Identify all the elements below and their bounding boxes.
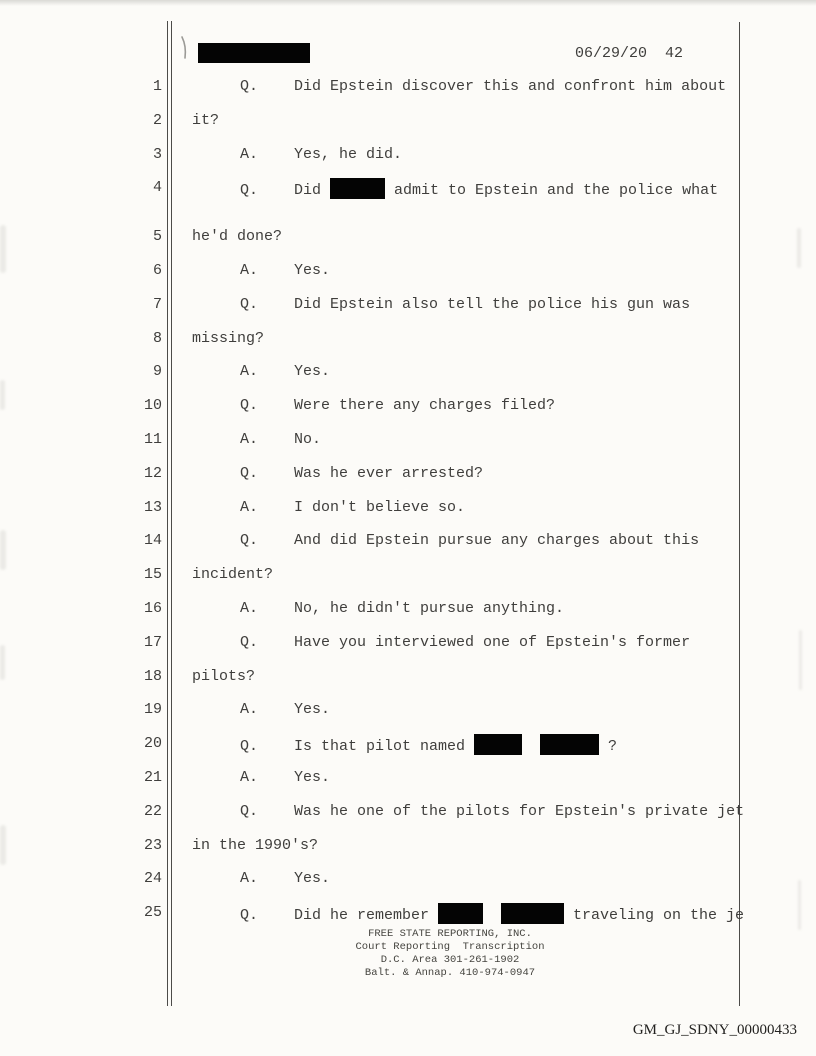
redaction-bar [330, 178, 385, 199]
transcript-line [0, 396, 816, 430]
text-segment: Yes. [294, 701, 331, 719]
line-number: 22 [143, 802, 162, 820]
speaker-label: A. [240, 768, 259, 786]
speaker-label: A. [240, 145, 259, 163]
bates-number: GM_GJ_SDNY_00000433 [632, 1022, 797, 1038]
text-segment: traveling on the je [573, 907, 745, 925]
line-number: 15 [143, 566, 162, 584]
line-number: 8 [152, 329, 162, 347]
line-text [192, 295, 690, 315]
redaction-bar [438, 903, 483, 924]
redaction-bar [474, 734, 522, 755]
speaker-label: Q. [240, 633, 259, 651]
speaker-label: A. [240, 870, 259, 888]
scan-edge-shadow [0, 0, 816, 6]
line-text [192, 565, 273, 585]
text-segment: I don't believe so. [294, 498, 466, 516]
transcript-page-number: 42 [665, 45, 684, 62]
line-number: 1 [152, 78, 162, 95]
line-text [192, 802, 744, 822]
text-segment: No. [294, 430, 322, 448]
transcript-line [0, 869, 816, 903]
text-segment: pilots? [192, 667, 256, 685]
text-segment: Was he one of the pilots for Epstein's private jet [294, 802, 745, 820]
line-number: 21 [143, 768, 162, 786]
text-segment: it? [192, 111, 220, 129]
speaker-label: Q. [240, 397, 259, 415]
line-number: 13 [143, 498, 162, 516]
line-text [192, 111, 219, 131]
line-number: 5 [152, 228, 162, 246]
text-segment: Yes. [294, 363, 331, 381]
line-number: 25 [143, 904, 162, 922]
speaker-label: A. [240, 498, 259, 516]
line-text [192, 633, 690, 653]
line-number: 20 [143, 735, 162, 753]
transcript-line [0, 498, 816, 532]
transcript-line [0, 362, 816, 396]
line-text [192, 362, 330, 382]
text-segment: Yes. [294, 870, 331, 888]
speaker-label: Q. [240, 738, 259, 756]
reporter-services: Court Reporting Transcription [355, 941, 545, 953]
transcript-line [0, 111, 816, 145]
line-number: 24 [143, 870, 162, 888]
text-segment: ? [608, 738, 618, 756]
transcript-line [0, 261, 816, 295]
text-segment: Have you interviewed one of Epstein's former [294, 633, 691, 651]
transcript-line [0, 802, 816, 836]
speaker-label: Q. [240, 802, 259, 820]
redaction-bar [501, 903, 564, 924]
line-text [192, 599, 564, 619]
text-segment: missing? [192, 329, 265, 347]
line-number: 17 [143, 633, 162, 651]
reporter-footer [200, 928, 700, 980]
text-segment: Yes. [294, 768, 331, 786]
line-text [192, 145, 402, 165]
transcript-line [0, 430, 816, 464]
line-text [192, 869, 330, 889]
text-segment: No, he didn't pursue anything. [294, 599, 565, 617]
line-number: 16 [143, 599, 162, 617]
redaction-bar [540, 734, 599, 755]
line-number: 6 [152, 261, 162, 279]
header-redaction-bar [198, 43, 310, 63]
text-segment: Was he ever arrested? [294, 464, 484, 482]
line-text [192, 329, 264, 349]
text-segment: And did Epstein pursue any charges about this [294, 532, 700, 550]
line-number: 19 [143, 701, 162, 719]
line-number: 23 [143, 836, 162, 854]
text-segment: Were there any charges filed? [294, 397, 556, 415]
speaker-label: Q. [240, 532, 259, 550]
speaker-label: A. [240, 701, 259, 719]
transcript-line [0, 178, 816, 212]
speaker-label: Q. [240, 907, 259, 925]
transcript-line [0, 77, 816, 111]
transcript-line [0, 768, 816, 802]
line-number: 9 [152, 363, 162, 381]
transcript-line [0, 329, 816, 363]
line-text [192, 768, 330, 788]
line-number: 14 [143, 532, 162, 550]
line-text [192, 498, 465, 518]
text-segment: he'd done? [192, 228, 283, 246]
transcript-line [0, 145, 816, 179]
reporter-phone-dc: D.C. Area 301-261-1902 [380, 954, 520, 966]
text-segment: Is that pilot named [294, 738, 466, 756]
transcript-line [0, 227, 816, 261]
line-text [192, 77, 726, 97]
reporter-company: FREE STATE REPORTING, INC. [368, 928, 532, 940]
text-segment: incident? [192, 566, 274, 584]
line-number: 11 [143, 430, 162, 448]
transcript-line [0, 836, 816, 870]
line-text [192, 396, 555, 416]
line-text [192, 464, 483, 484]
line-number: 4 [152, 179, 162, 197]
line-number: 18 [143, 667, 162, 685]
text-segment: in the 1990's? [192, 836, 319, 854]
line-text [192, 667, 255, 687]
pen-mark [178, 35, 192, 61]
line-text [192, 903, 744, 926]
text-segment: Did Epstein also tell the police his gun was [294, 295, 691, 313]
transcript-date: 06/29/20 [575, 45, 648, 62]
transcript-line [0, 295, 816, 329]
line-number: 2 [152, 111, 162, 129]
line-number: 3 [152, 145, 162, 163]
speaker-label: A. [240, 430, 259, 448]
line-number: 10 [143, 397, 162, 415]
line-text [192, 227, 282, 247]
line-text [192, 531, 699, 551]
text-segment: Did Epstein discover this and confront him about [294, 78, 727, 95]
transcript-line [0, 667, 816, 701]
reporter-phone-balt: Balt. & Annap. 410-974-0947 [364, 967, 536, 979]
speaker-label: A. [240, 363, 259, 381]
line-text [192, 430, 321, 450]
line-text [192, 700, 330, 720]
transcript-line [0, 599, 816, 633]
text-segment: Yes, he did. [294, 145, 403, 163]
text-segment: Did [294, 182, 322, 200]
line-text [192, 178, 718, 201]
transcript-line [0, 531, 816, 565]
transcript-line [0, 565, 816, 599]
speaker-label: A. [240, 599, 259, 617]
transcript-line [0, 734, 816, 768]
speaker-label: Q. [240, 295, 259, 313]
speaker-label: Q. [240, 182, 259, 200]
speaker-label: Q. [240, 78, 259, 95]
speaker-label: A. [240, 261, 259, 279]
transcript-line [0, 633, 816, 667]
text-segment: Yes. [294, 261, 331, 279]
text-segment: admit to Epstein and the police what [394, 182, 719, 200]
line-number: 12 [143, 464, 162, 482]
transcript-line [0, 700, 816, 734]
line-text [192, 836, 318, 856]
transcript-line [0, 464, 816, 498]
text-segment: Did he remember [294, 907, 430, 925]
transcript-body [0, 77, 816, 937]
line-text [192, 261, 330, 281]
speaker-label: Q. [240, 464, 259, 482]
line-number: 7 [152, 295, 162, 313]
line-text [192, 734, 617, 757]
